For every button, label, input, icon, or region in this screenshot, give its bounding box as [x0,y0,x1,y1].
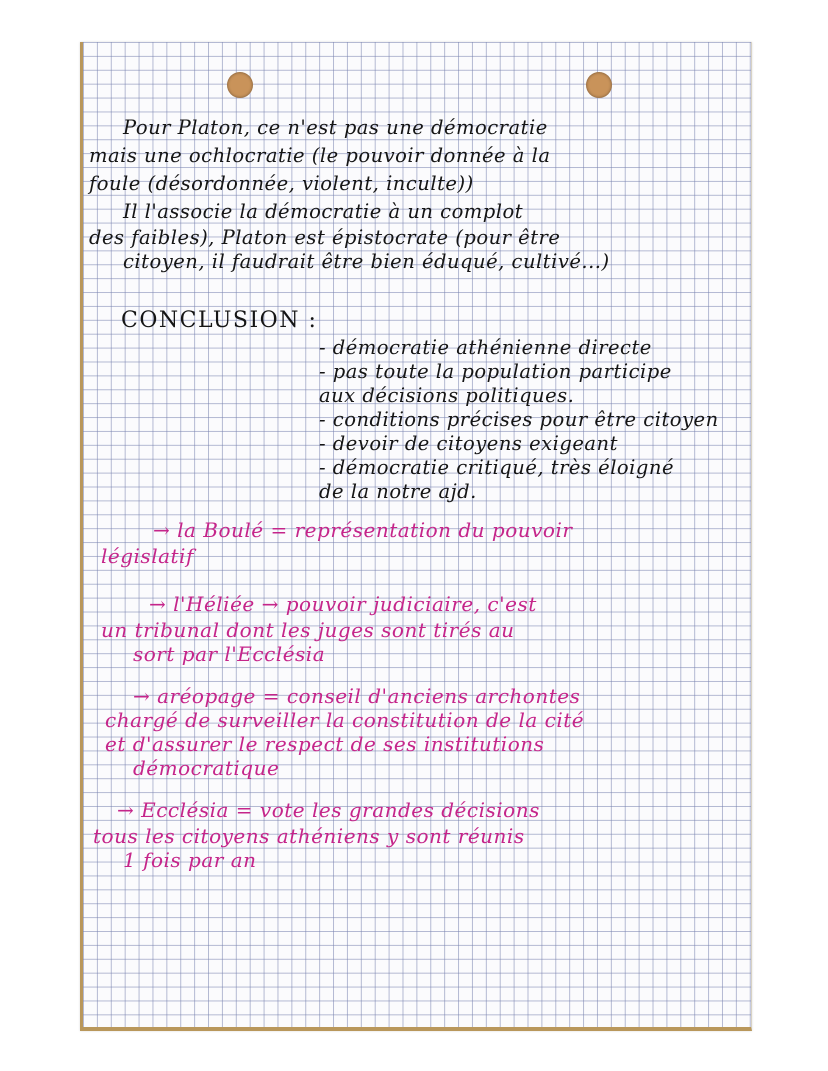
note-line: citoyen, il faudrait être bien éduqué, cultivé...) [123,250,610,273]
binder-hole-right [586,72,612,98]
notebook-page [80,42,752,1031]
binder-hole-left [227,72,253,98]
pink-note-line: → Ecclésia = vote les grandes décisions [117,798,540,822]
pink-note-line: → aréopage = conseil d'anciens archontes [133,684,581,708]
note-line: Il l'associe la démocratie à un complot [123,200,524,223]
pink-note-line: chargé de surveiller la constitution de la cité [105,708,585,732]
conclusion-item: - démocratie athénienne directe [319,336,652,359]
note-line: mais une ochlocratie (le pouvoir donnée à la [89,144,551,167]
conclusion-item: - conditions précises pour être citoyen [319,408,719,431]
note-line: Pour Platon, ce n'est pas une démocratie [123,116,548,139]
note-line: foule (désordonnée, violent, inculte)) [89,172,474,195]
conclusion-item: - devoir de citoyens exigeant [319,432,618,455]
pink-note-line: tous les citoyens athéniens y sont réunis [93,824,525,848]
conclusion-item: - démocratie critiqué, très éloigné [319,456,674,479]
conclusion-item: de la notre ajd. [319,480,477,503]
note-line: des faibles), Platon est épistocrate (pour être [89,226,561,249]
conclusion-heading: CONCLUSION : [121,308,318,333]
conclusion-item: - pas toute la population participe [319,360,672,383]
pink-note-line: législatif [101,544,194,568]
pink-note-line: démocratique [133,756,280,780]
pink-note-line: → la Boulé = représentation du pouvoir [153,518,573,542]
conclusion-item: aux décisions politiques. [319,384,575,407]
pink-note-line: et d'assurer le respect de ses institutions [105,732,545,756]
pink-note-line: 1 fois par an [123,848,257,872]
pink-note-line: → l'Héliée → pouvoir judiciaire, c'est [149,592,537,616]
pink-note-line: sort par l'Ecclésia [133,642,326,666]
pink-note-line: un tribunal dont les juges sont tirés au [101,618,515,642]
